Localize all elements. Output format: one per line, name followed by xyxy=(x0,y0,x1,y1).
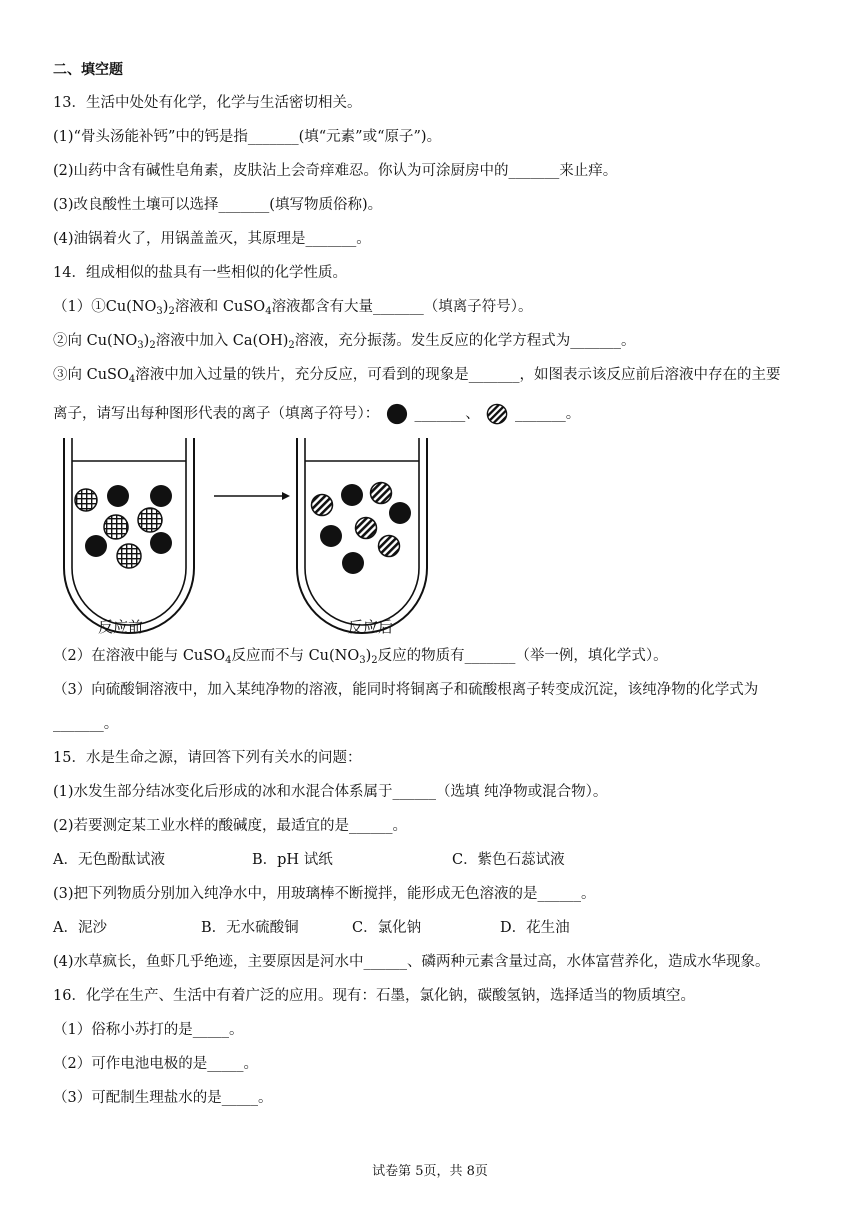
question-15-part-2: (2)若要测定某工业水样的酸碱度，最适宜的是______。 xyxy=(53,818,408,834)
page-footer: 试卷第 5页，共 8页 xyxy=(372,1164,488,1179)
before-particles xyxy=(75,485,172,568)
question-14-part-5: （3）向硫酸铜溶液中，加入某纯净物的溶液，能同时将铜离子和硫酸根离子转变成沉淀，该纯净物的化学式为 xyxy=(53,682,759,698)
blank-hatched-ion: _______。 xyxy=(514,406,581,422)
after-particles xyxy=(312,483,412,575)
question-13-part-4: (4)油锅着火了，用锅盖盖灭，其原理是_______。 xyxy=(53,231,371,247)
reaction-figure xyxy=(56,438,436,643)
hatched-ball-icon xyxy=(486,403,508,425)
question-16-part-2: （2）可作电池电极的是_____。 xyxy=(53,1056,258,1072)
question-13-stem: 13．生活中处处有化学，化学与生活密切相关。 xyxy=(53,95,362,111)
option-2-b: B．pH 试纸 xyxy=(252,852,333,868)
question-15-part-1: (1)水发生部分结冰变化后形成的冰和水混合体系属于______（选填 纯净物或混合物）。 xyxy=(53,784,608,800)
question-15-stem: 15．水是生命之源，请回答下列有关水的问题： xyxy=(53,750,362,766)
question-16-part-1: （1）俗称小苏打的是_____。 xyxy=(53,1022,244,1038)
question-15-part-3: (3)把下列物质分别加入纯净水中，用玻璃棒不断搅拌，能形成无色溶液的是______。 xyxy=(53,886,596,902)
option-3-d: D．花生油 xyxy=(500,920,570,936)
question-14-stem: 14．组成相似的盐具有一些相似的化学性质。 xyxy=(53,265,347,281)
test-tube-before xyxy=(64,438,194,633)
question-16-stem: 16．化学在生产、生活中有着广泛的应用。现有：石墨，氯化钠，碳酸氢钠，选择适当的物质填空。 xyxy=(53,988,695,1004)
question-14-part-2: ②向 $Cu(NO_3)_2$溶液中加入 $Ca(OH)_2$溶液，充分振荡。发生反应的化学方程式为_______。 xyxy=(53,333,636,351)
question-16-part-3: （3）可配制生理盐水的是_____。 xyxy=(53,1090,273,1106)
question-14-part-5-cont: _______。 xyxy=(53,716,119,732)
question-14-part-4: （2）在溶液中能与 CuSO$_4$反应而不与 $Cu(NO_3)_2$反应的物质有_______（举一例，填化学式）。 xyxy=(53,648,668,666)
question-13-part-2: (2)山药中含有碱性皂角素，皮肤沾上会奇痒难忍。你认为可涂厨房中的_______来止痒。 xyxy=(53,163,618,179)
question-14-part-1: $(1)①Cu(NO_3)_2$溶液和 CuSO$_4$溶液都含有大量_______（填离子符号）。 xyxy=(53,299,533,317)
option-3-c: C．氯化钠 xyxy=(352,920,422,936)
solid-ball-icon xyxy=(386,403,408,425)
question-14-part-3: ③向 CuSO$_4$溶液中加入过量的铁片，充分反应，可看到的现象是_______，如图表示该反应前后溶液中存在的主要 xyxy=(53,367,781,385)
section-title: 二、填空题 xyxy=(53,62,123,78)
question-15-part-4: (4)水草疯长，鱼虾几乎绝迹，主要原因是河水中______、磷两种元素含量过高，水体富营养化，造成水华现象。 xyxy=(53,954,770,970)
question-14-part-3-legend: 离子，请写出每种图形代表的离子（填离子符号）： _______、 _______。 xyxy=(53,403,580,425)
option-2-c: C．紫色石蕊试液 xyxy=(452,852,565,868)
label-before: 反应前 xyxy=(98,618,144,636)
option-2-a: A．无色酚酞试液 xyxy=(53,852,165,868)
blank-solid-ion: _______、 xyxy=(414,406,480,422)
question-13-part-3: (3)改良酸性土壤可以选择_______(填写物质俗称)。 xyxy=(53,197,383,213)
question-13-part-1: (1)“骨头汤能补钙”中的钙是指_______(填“元素”或“原子”)。 xyxy=(53,129,442,145)
option-3-a: A．泥沙 xyxy=(53,920,107,936)
label-after: 反应后 xyxy=(348,618,394,636)
option-3-b: B．无水硫酸铜 xyxy=(201,920,299,936)
